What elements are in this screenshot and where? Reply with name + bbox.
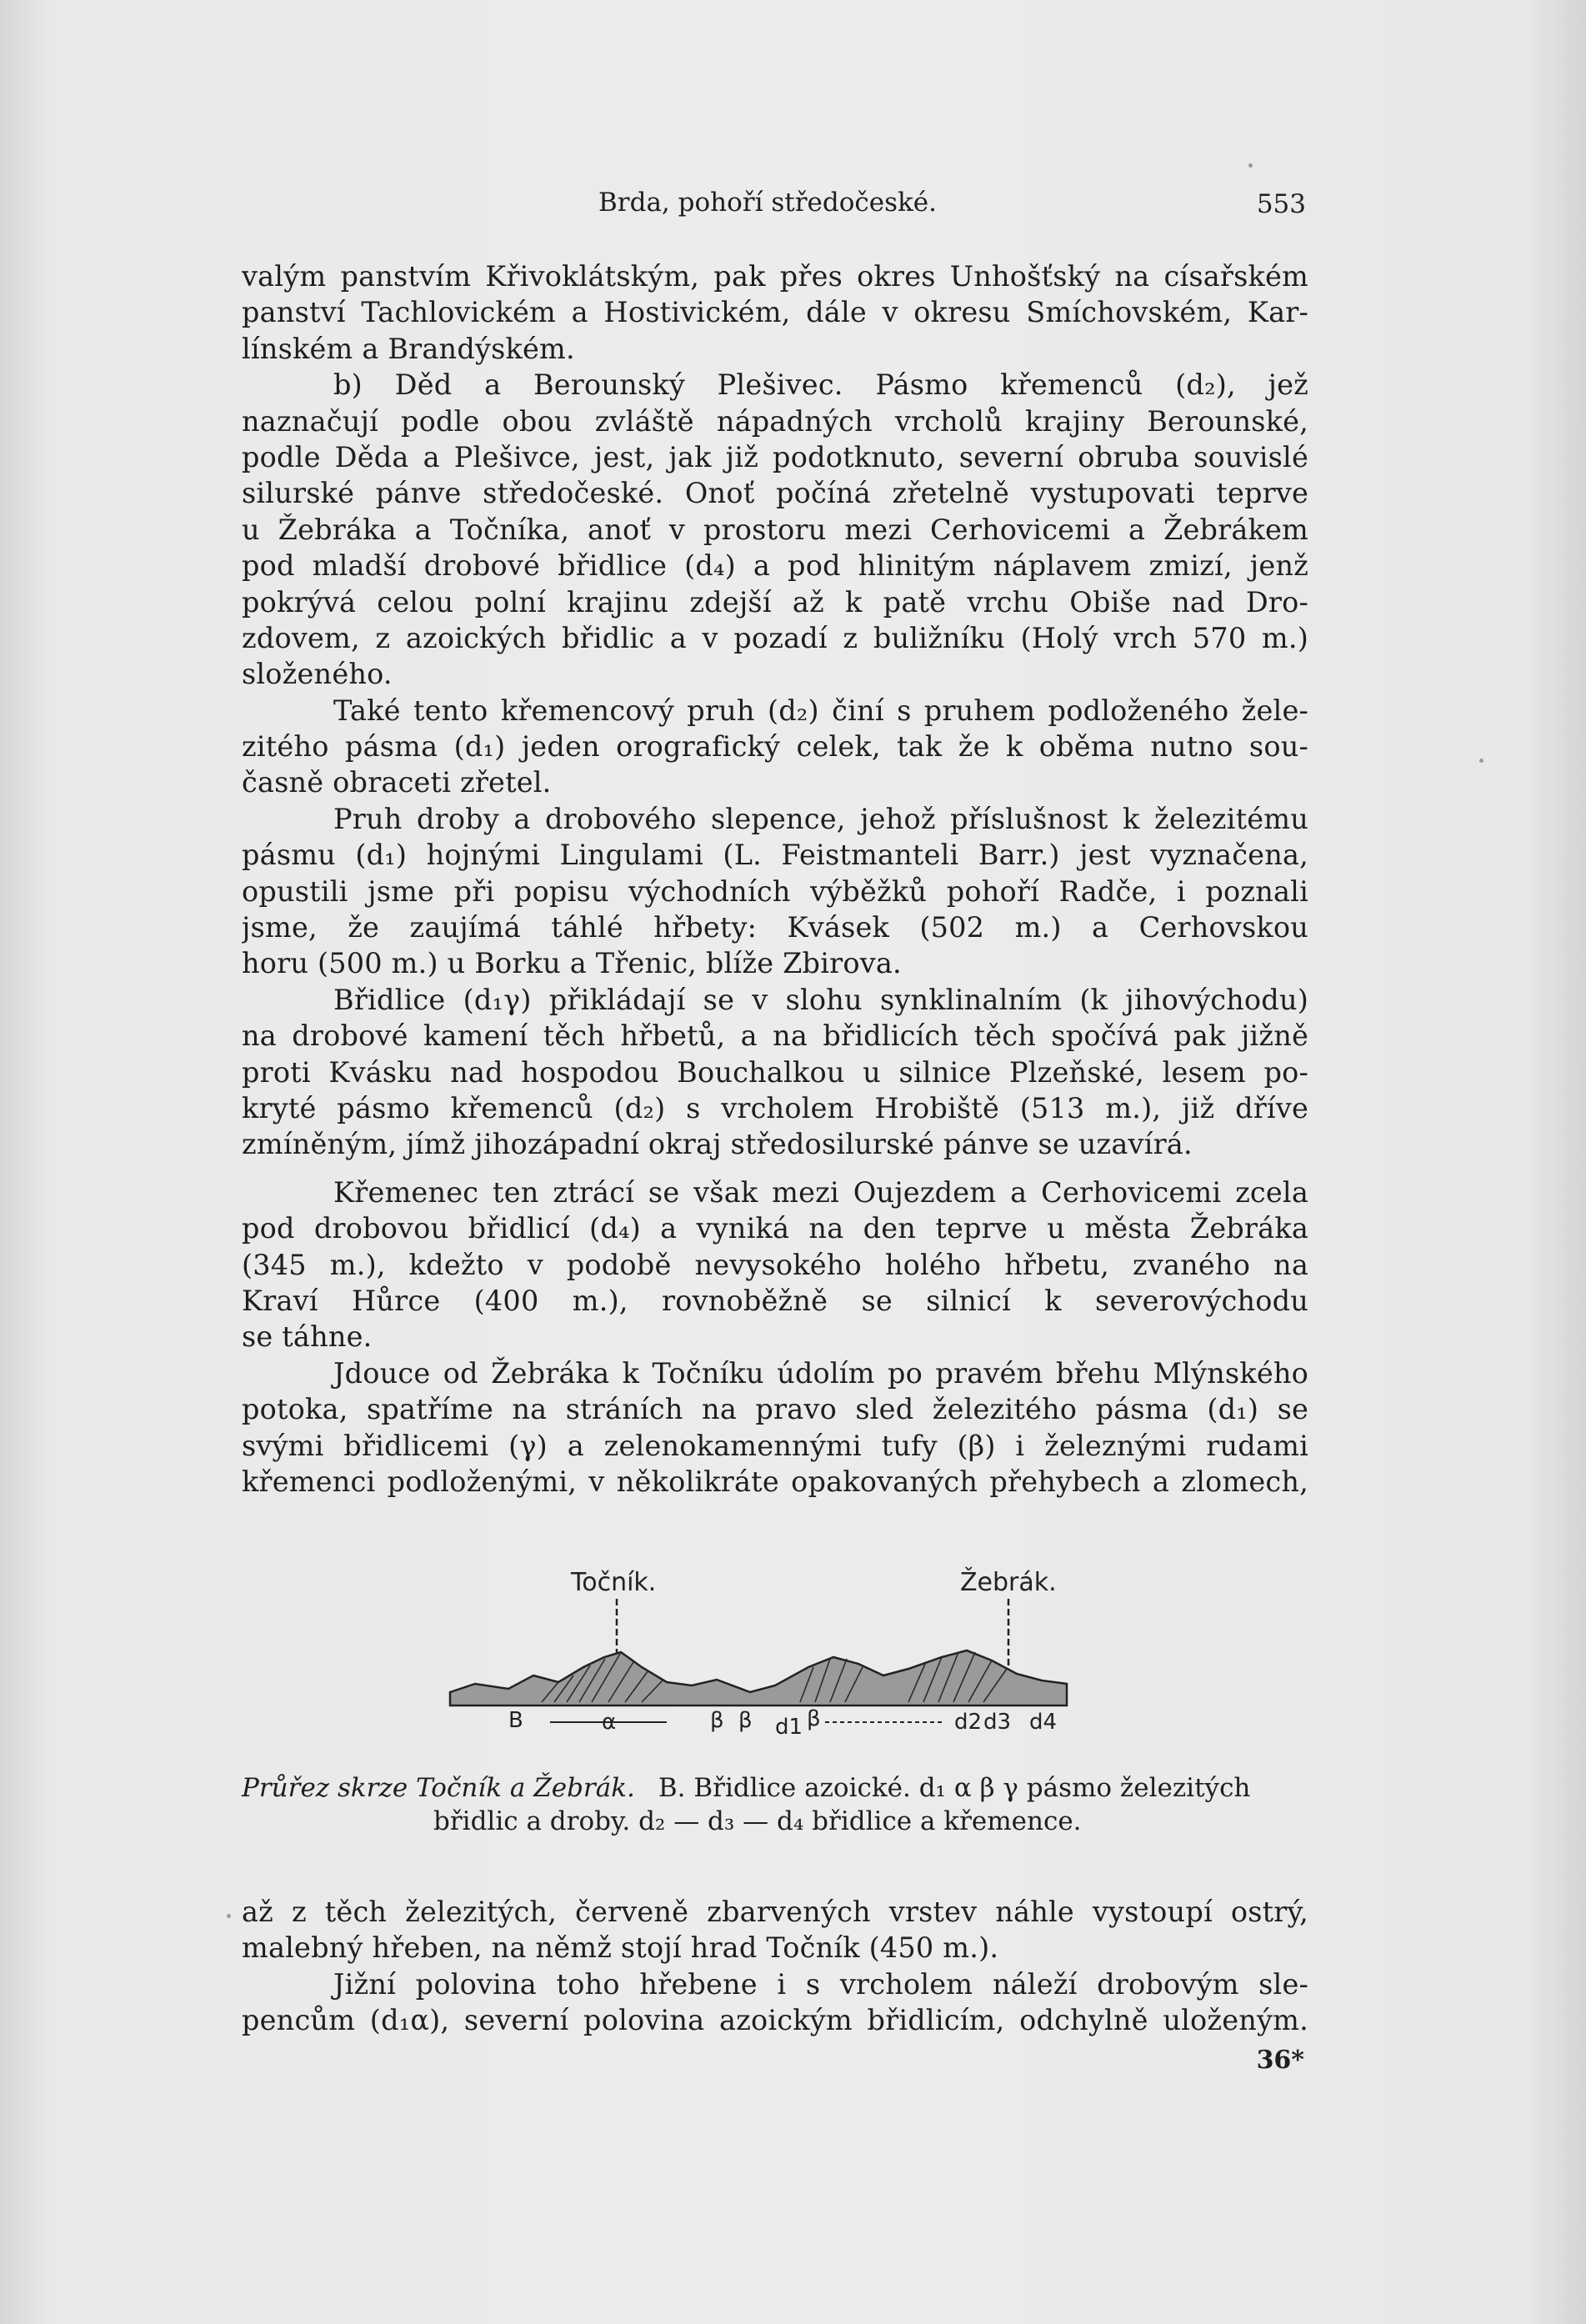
text-line: na drobové kamení těch hřbetů, a na břidlicích těch spočívá pak jižně <box>242 1019 1308 1053</box>
figure-label-b: B <box>508 1708 523 1733</box>
text-line: zmíněným, jímž jihozápadní okraj středosilurské pánve se uzavírá. <box>242 1128 1193 1161</box>
text-line: složeného. <box>242 658 393 691</box>
text-line: kryté pásmo křemenců (d₂) s vrcholem Hrobiště (513 m.), již dříve <box>242 1091 1308 1124</box>
scan-speck <box>1248 163 1253 168</box>
text-line: pod mladší drobové břidlice (d₄) a pod hlinitým náplavem zmizí, jenž <box>242 549 1308 583</box>
caption-line-2: břidlic a droby. d₂ — d₃ — d₄ břidlice a křemence. <box>433 1806 1082 1836</box>
text-line: Břidlice (d₁γ) přikládají se v slohu synklinalním (k jihovýchodu) <box>333 983 1308 1016</box>
figure-label-alpha: α <box>602 1710 617 1735</box>
text-line: Jdouce od Žebráka k Točníku údolím po pravém břehu Mlýnského <box>333 1356 1308 1390</box>
figure-caption <box>242 1771 1308 1838</box>
scan-speck <box>1479 759 1483 763</box>
text-line: podle Děda a Plešivce, jest, jak již podotknuto, severní obruba souvislé <box>242 440 1308 473</box>
text-line: pokrývá celou polní krajinu zdejší až k patě vrchu Obiše nad Dro- <box>242 585 1308 619</box>
text-line: jsme, že zaujímá táhlé hřbety: Kvásek (502 m.) a Cerhovskou <box>242 911 1308 944</box>
text-line: až z těch železitých, červeně zbarvených vrstev náhle vystoupí ostrý, <box>242 1896 1308 1928</box>
text-line: Jižní polovina toho hřebene i s vrcholem náleží drobovým sle- <box>333 1967 1308 2001</box>
text-line: naznačují podle obou zvláště nápadných vrcholů krajiny Berounské, <box>242 404 1308 438</box>
text-line: valým panstvím Křivoklátským, pak přes okres Unhošťský na císařském <box>242 260 1308 293</box>
text-line: proti Kvásku nad hospodou Bouchalkou u silnice Plzeňské, lesem po- <box>242 1055 1308 1089</box>
text-line: křemenci podloženými, v několikráte opakovaných přehybech a zlomech, <box>242 1465 1308 1498</box>
text-line: Kraví Hůrce (400 m.), rovnoběžně se silnicí k severovýchodu <box>242 1284 1308 1317</box>
figure-label-beta: β <box>738 1708 753 1733</box>
ground-profile <box>450 1650 1067 1705</box>
text-line: pásmu (d₁) hojnými Lingulami (L. Feistmanteli Barr.) jest vyznačena, <box>242 839 1308 872</box>
running-title: Brda, pohoří středočeské. <box>598 188 937 218</box>
text-line: panství Tachlovickém a Hostivickém, dále v okresu Smíchovském, Kar- <box>242 296 1308 329</box>
text-line: malebný hřeben, na němž stojí hrad Točník (450 m.). <box>242 1931 999 1965</box>
text-line: Křemenec ten ztrácí se však mezi Oujezdem a Cerhovicemi zcela <box>333 1175 1308 1209</box>
text-line: horu (500 m.) u Borku a Třenic, blíže Zbirova. <box>242 947 902 980</box>
text-line: zdovem, z azoických břidlic a v pozadí z buližníku (Holý vrch 570 m.) <box>242 621 1308 654</box>
text-line: silurské pánve středočeské. Onoť počíná zřetelně vystupovati teprve <box>242 477 1308 510</box>
text-line: časně obraceti zřetel. <box>242 766 552 799</box>
text-line: u Žebráka a Točníka, anoť v prostoru mezi Cerhovicemi a Žebrákem <box>242 513 1308 546</box>
printer-signature: 36* <box>1256 2046 1304 2075</box>
text-line: Pruh droby a drobového slepence, jehož příslušnost k železitému <box>333 802 1308 835</box>
figure-label-zebrak: Žebrák. <box>960 1568 1057 1597</box>
figure-label-d4: d4 <box>1029 1710 1058 1735</box>
body-text-top <box>242 258 1308 1500</box>
text-line: pencům (d₁α), severní polovina azoickým břidlicím, odchylně uloženým. <box>242 2004 1308 2037</box>
page-header <box>242 182 1308 223</box>
text-line: Také tento křemencový pruh (d₂) činí s pruhem podloženého žele- <box>333 694 1308 727</box>
text-line: zitého pásma (d₁) jeden orografický celek, tak že k oběma nutno sou- <box>242 730 1308 764</box>
text-line: se táhne. <box>242 1320 373 1354</box>
text-line: línském a Brandýském. <box>242 332 575 365</box>
body-text-bottom <box>242 1894 1308 2039</box>
text-line: pod drobovou břidlicí (d₄) a vyniká na den teprve u města Žebráka <box>242 1212 1308 1245</box>
figure-label-tocnik: Točník. <box>571 1568 657 1597</box>
text-line: svými břidlicemi (γ) a zelenokamennými tufy (β) i železnými rudami <box>242 1429 1308 1462</box>
figure-label-d1: d1 <box>775 1715 803 1740</box>
text-line: (345 m.), kdežto v podobě nevysokého holého hřbetu, zvaného na <box>242 1248 1308 1281</box>
caption-title: Průřez skrze Točník a Žebrák. <box>242 1773 635 1803</box>
figure-label-d2: d2 <box>954 1710 983 1735</box>
text-line: b) Děd a Berounský Plešivec. Pásmo křemenců (d₂), jež <box>333 368 1308 402</box>
scan-speck <box>227 1914 231 1918</box>
text-line: opustili jsme při popisu východních výběžků pohoří Radče, i poznali <box>242 874 1308 908</box>
page-number: 553 <box>1256 189 1306 219</box>
caption-line-1: B. Břidlice azoické. d₁ α β γ pásmo železitých <box>658 1773 1251 1803</box>
figure-label-beta: β <box>710 1708 724 1733</box>
figure-label-d3: d3 <box>983 1710 1012 1735</box>
text-line: potoka, spatříme na stráních na pravo sled železitého pásma (d₁) se <box>242 1393 1308 1426</box>
cross-section-figure <box>442 1559 1075 1751</box>
figure-label-beta: β <box>807 1706 821 1731</box>
